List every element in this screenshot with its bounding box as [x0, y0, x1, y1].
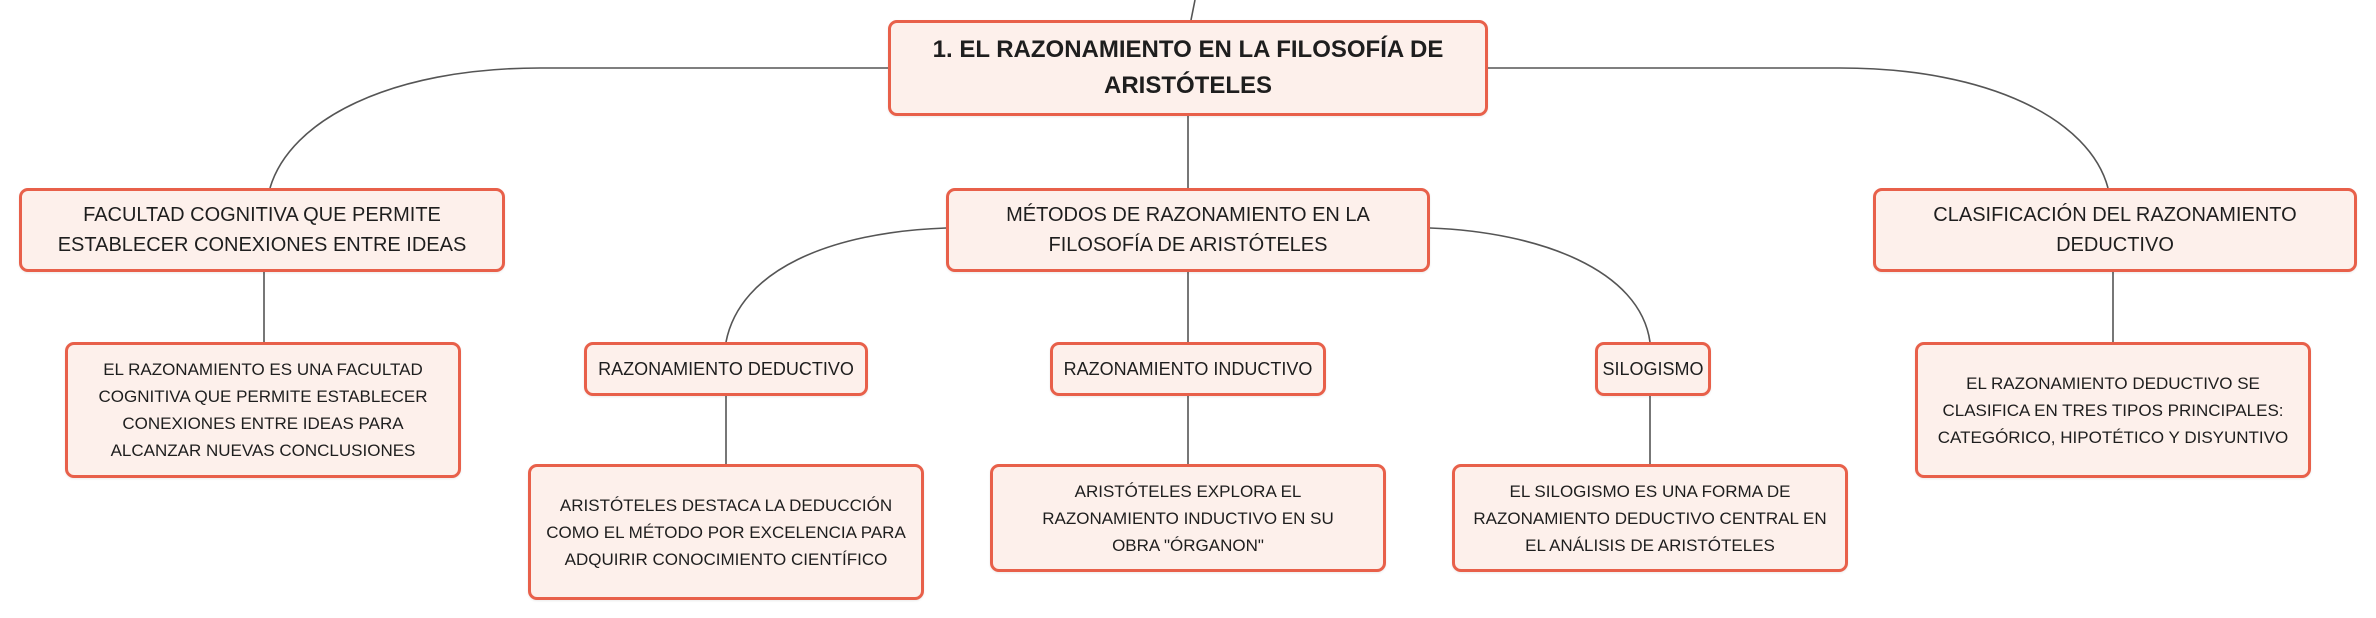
root-topic-title: 1. EL RAZONAMIENTO EN LA FILOSOFÍA DE ARISTÓTELES	[932, 36, 1444, 99]
subtopic-silogismo-label: SILOGISMO	[1602, 358, 1704, 379]
detail-clasificacion-deductivo-text: EL RAZONAMIENTO DEDUCTIVO SE CLASIFICA EN TRES TIPOS PRINCIPALES: CATEGÓRICO, HIPOTÉTICO Y DISYUNTIVO	[1937, 373, 2289, 447]
connector-metodos-silogismo	[1430, 228, 1650, 342]
subtopic-razonamiento-deductivo[interactable]	[584, 342, 868, 396]
connector-root-parent	[1191, 0, 1195, 20]
detail-razonamiento-inductivo[interactable]	[990, 464, 1386, 572]
detail-facultad-cognitiva-text: EL RAZONAMIENTO ES UNA FACULTAD COGNITIVA QUE PERMITE ESTABLECER CONEXIONES ENTRE IDEAS PARA ALCANZAR NUEVAS CONCLUSIONES	[98, 360, 428, 460]
subtopic-silogismo[interactable]	[1595, 342, 1711, 396]
connector-metodos-deductivo	[726, 228, 946, 342]
subtopic-razonamiento-inductivo-label: RAZONAMIENTO INDUCTIVO	[1063, 358, 1313, 379]
connector-root-facultad	[270, 68, 888, 188]
detail-silogismo[interactable]	[1452, 464, 1848, 572]
detail-razonamiento-inductivo-text: ARISTÓTELES EXPLORA EL RAZONAMIENTO INDUCTIVO EN SU OBRA "ÓRGANON"	[1042, 481, 1334, 555]
topic-facultad-cognitiva-label: FACULTAD COGNITIVA QUE PERMITE ESTABLECER CONEXIONES ENTRE IDEAS	[57, 204, 467, 256]
topic-facultad-cognitiva[interactable]	[19, 188, 505, 272]
detail-clasificacion-deductivo[interactable]	[1915, 342, 2311, 478]
subtopic-razonamiento-deductivo-label: RAZONAMIENTO DEDUCTIVO	[598, 358, 854, 379]
detail-razonamiento-deductivo-text: ARISTÓTELES DESTACA LA DEDUCCIÓN COMO EL MÉTODO POR EXCELENCIA PARA ADQUIRIR CONOCIMIENTO CIENTÍFICO	[546, 495, 906, 569]
detail-razonamiento-deductivo[interactable]	[528, 464, 924, 600]
detail-silogismo-text: EL SILOGISMO ES UNA FORMA DE RAZONAMIENTO DEDUCTIVO CENTRAL EN EL ANÁLISIS DE ARISTÓTELES	[1473, 481, 1827, 555]
connector-root-clasificacion	[1488, 68, 2108, 188]
topic-metodos-razonamiento-label: MÉTODOS DE RAZONAMIENTO EN LA FILOSOFÍA DE ARISTÓTELES	[1006, 204, 1370, 256]
subtopic-razonamiento-inductivo[interactable]	[1050, 342, 1326, 396]
detail-facultad-cognitiva[interactable]	[65, 342, 461, 478]
topic-clasificacion-deductivo-label: CLASIFICACIÓN DEL RAZONAMIENTO DEDUCTIVO	[1933, 204, 2297, 256]
root-topic-node[interactable]	[888, 20, 1488, 116]
topic-metodos-razonamiento[interactable]	[946, 188, 1430, 272]
topic-clasificacion-deductivo[interactable]	[1873, 188, 2357, 272]
